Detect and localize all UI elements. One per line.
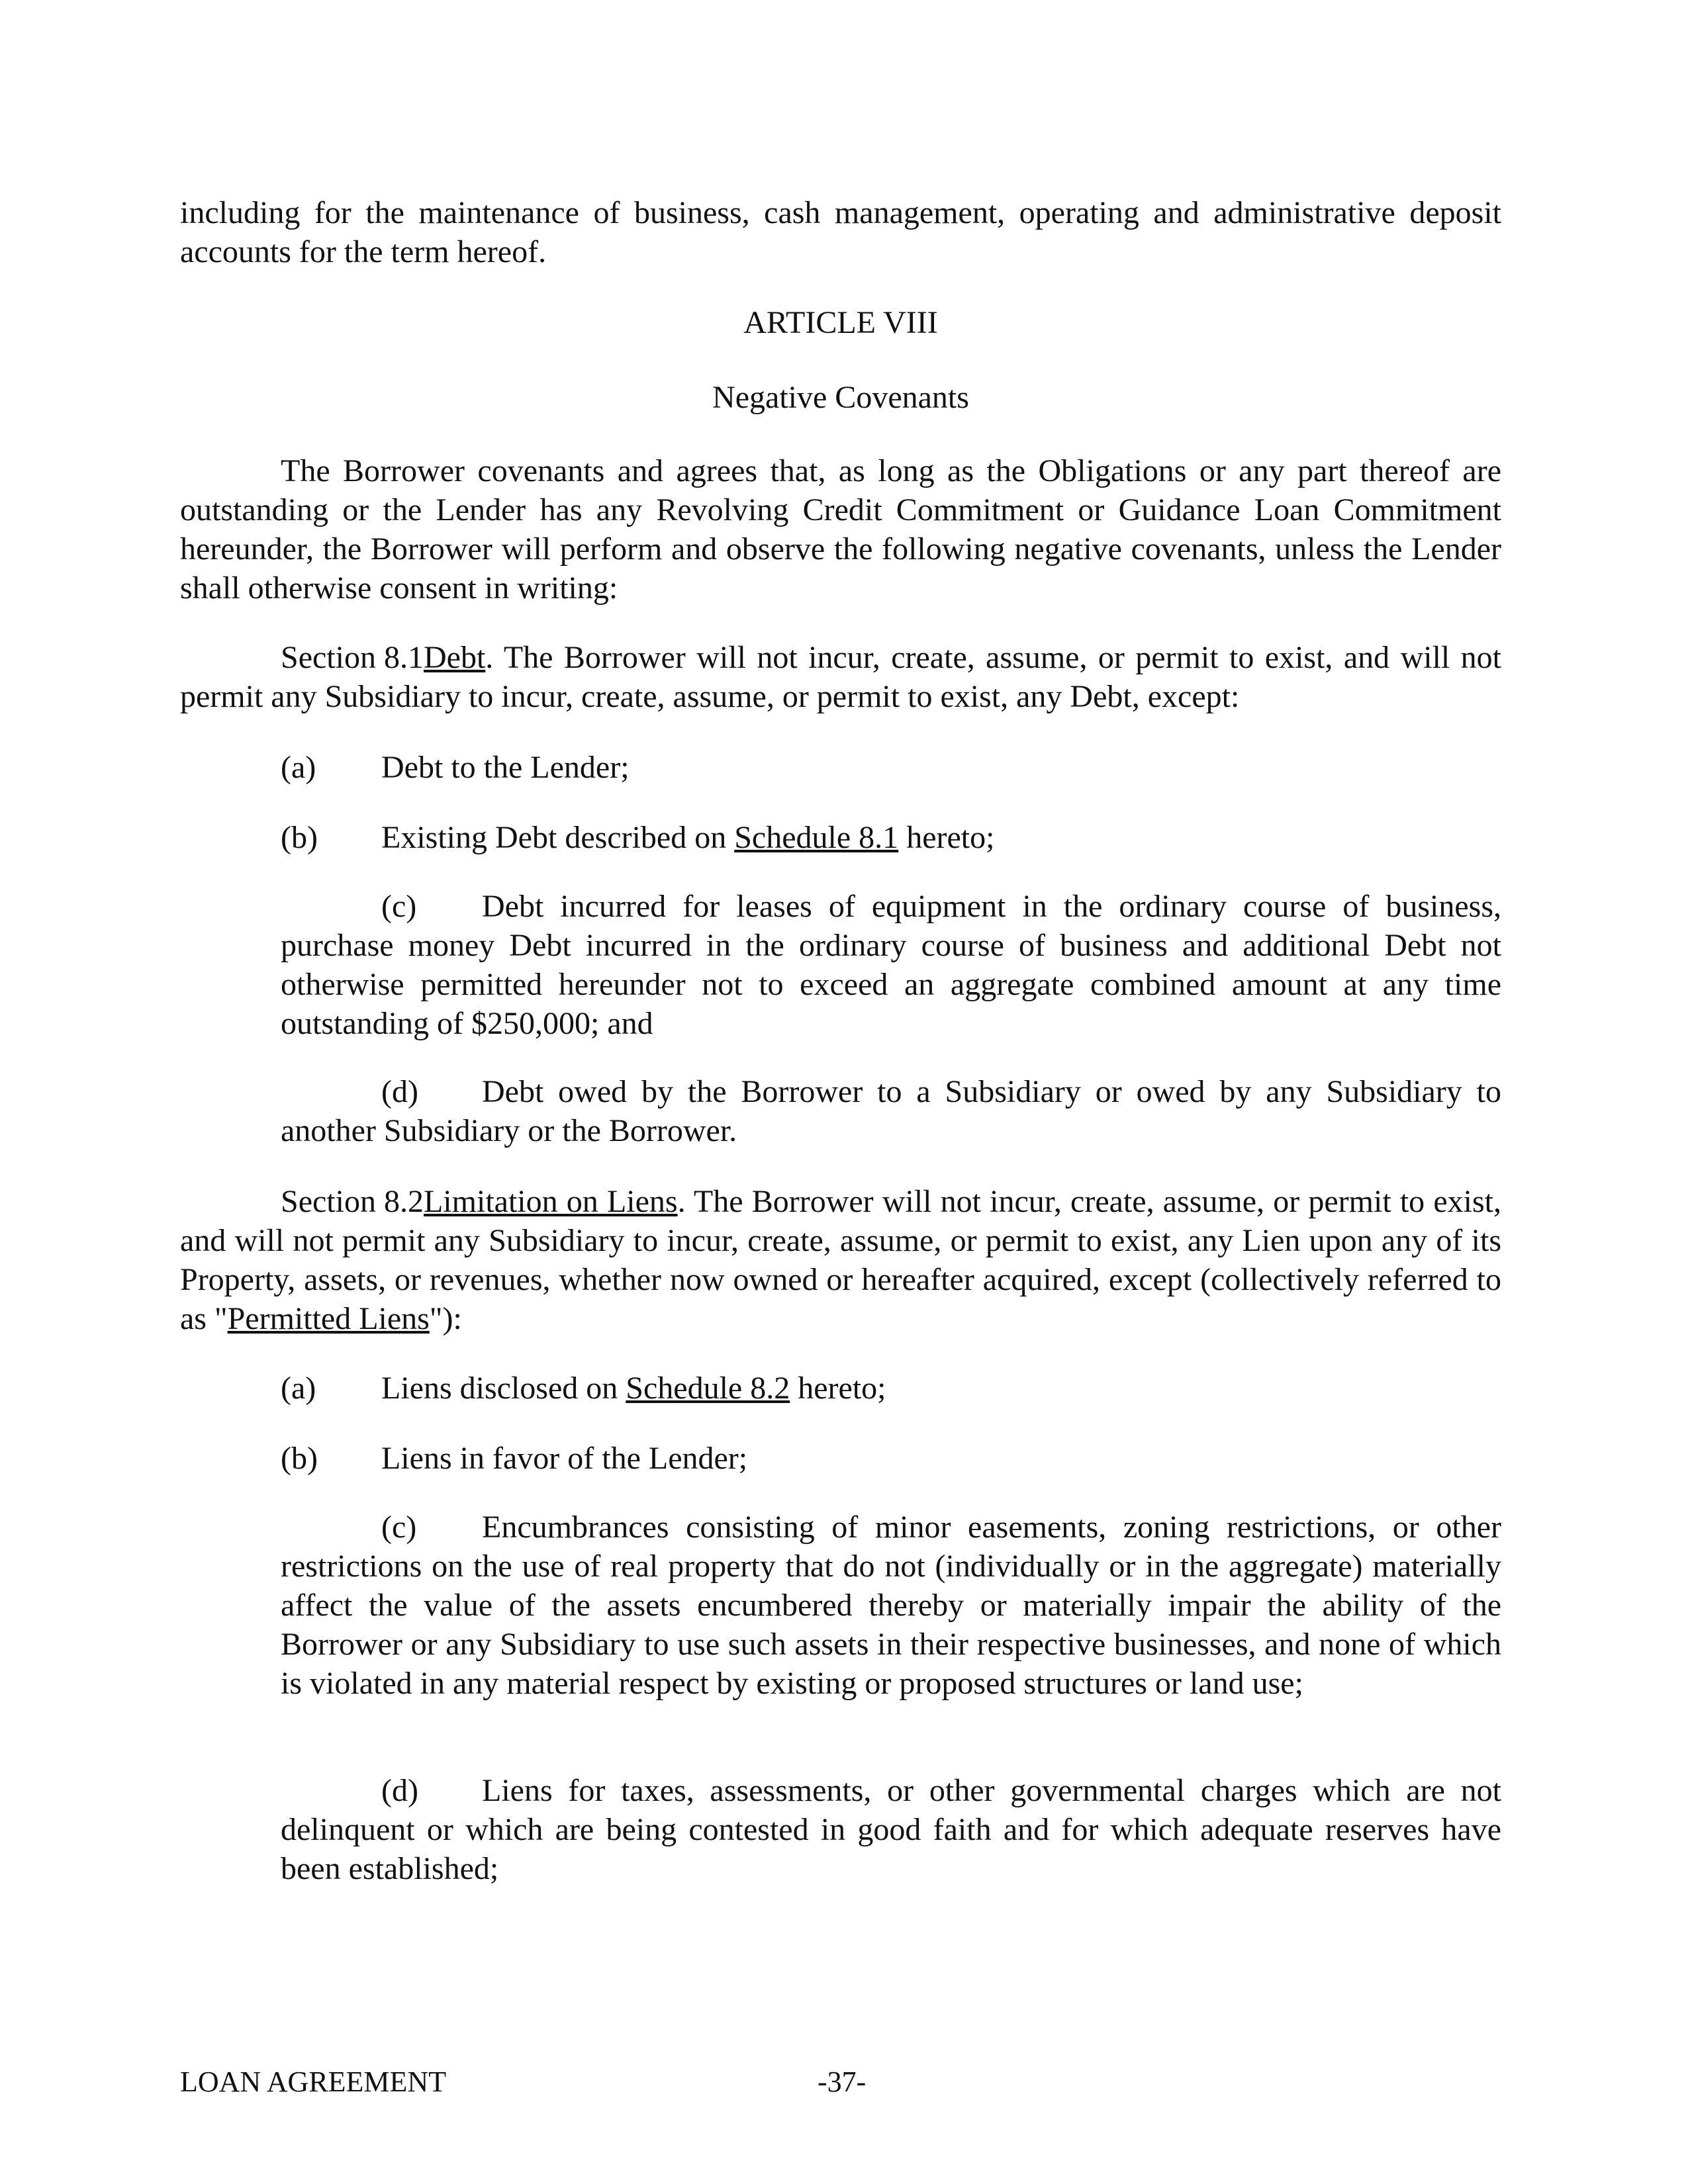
section-number: Section 8.2 — [281, 1184, 424, 1219]
article-title: Negative Covenants — [712, 380, 969, 415]
s81-item-b — [281, 818, 995, 857]
section-text: . The Borrower will not incur, create, assume, or permit to exist, and will not permit any Subsidiary to incur, create, assume, or permit to exist, any Debt, except: — [180, 640, 1501, 714]
footer-document-title: LOAN AGREEMENT — [180, 2066, 447, 2098]
item-text: Debt to the Lender; — [381, 750, 630, 785]
item-text: Liens for taxes, assessments, or other governmental charges which are not delinquent or which are being contested in good faith and for which adequate reserves have been established; — [281, 1773, 1501, 1886]
footer-page-number: -37- — [818, 2066, 867, 2098]
item-text: Encumbrances consisting of minor easements, zoning restrictions, or other restrictions on the use of real property that do not (individually or in the aggregate) materially affect the value of the assets encumbered thereby or materially impair the ability of the Borrower or any Subsidiary to use such assets in their respective businesses, and none of which is violated in any material respect by existing or proposed structures or land use; — [281, 1510, 1501, 1701]
s82-item-b — [281, 1439, 748, 1478]
s81-item-a — [281, 748, 630, 787]
section-8-1-paragraph — [180, 638, 1501, 716]
intro-paragraph: The Borrower covenants and agrees that, as long as the Obligations or any part thereof are outstanding or the Lender has any Revolving Credit Commitment or Guidance Loan Commitment hereunder, the Borrower will perform and observe the following negative covenants, unless the Lender shall otherwise consent in writing: — [180, 453, 1501, 606]
s82-item-c — [281, 1508, 1501, 1703]
continuation-paragraph: including for the maintenance of business, cash management, operating and administrative deposit accounts for the term hereof. — [180, 195, 1501, 269]
s81-item-c — [281, 887, 1501, 1043]
section-text: . The Borrower will not incur, create, assume, or permit to exist, and will not permit any Subsidiary to incur, create, assume, or permit to exist, any Lien upon any of its Property, assets, or revenues, whether now owned or hereafter acquired, except (collectively referred to as " — [180, 1184, 1501, 1336]
section-text-end: "): — [429, 1301, 462, 1336]
item-label: (d) — [381, 1773, 418, 1808]
item-label: (b) — [281, 820, 318, 855]
item-text-end: hereto; — [790, 1371, 886, 1406]
s81-item-d — [281, 1072, 1501, 1150]
schedule-reference: Schedule 8.1 — [734, 820, 899, 855]
item-text: Debt owed by the Borrower to a Subsidiary or owed by any Subsidiary to another Subsidiary or the Borrower. — [281, 1074, 1501, 1148]
item-label: (c) — [381, 889, 417, 924]
item-label: (a) — [281, 750, 316, 785]
item-text: Liens in favor of the Lender; — [381, 1441, 748, 1476]
item-text: Debt incurred for leases of equipment in the ordinary course of business, purchase money Debt incurred in the ordinary course of business and additional Debt not otherwise permitted hereunder not to exceed an aggregate combined amount at any time outstanding of $250,000; and — [281, 889, 1501, 1041]
defined-term: Permitted Liens — [227, 1301, 430, 1336]
section-8-2-paragraph — [180, 1182, 1501, 1338]
item-label: (a) — [281, 1371, 316, 1406]
section-number: Section 8.1 — [281, 640, 424, 675]
item-label: (d) — [381, 1074, 418, 1109]
article-number: ARTICLE VIII — [743, 305, 938, 340]
section-heading: Limitation on Liens — [423, 1184, 678, 1219]
s82-item-a — [281, 1369, 886, 1408]
s82-item-d — [281, 1771, 1501, 1888]
item-label: (b) — [281, 1441, 318, 1476]
schedule-reference: Schedule 8.2 — [626, 1371, 790, 1406]
section-heading: Debt — [423, 640, 486, 675]
item-text-end: hereto; — [898, 820, 995, 855]
item-label: (c) — [381, 1510, 417, 1545]
item-text: Liens disclosed on — [381, 1371, 626, 1406]
item-text: Existing Debt described on — [381, 820, 735, 855]
